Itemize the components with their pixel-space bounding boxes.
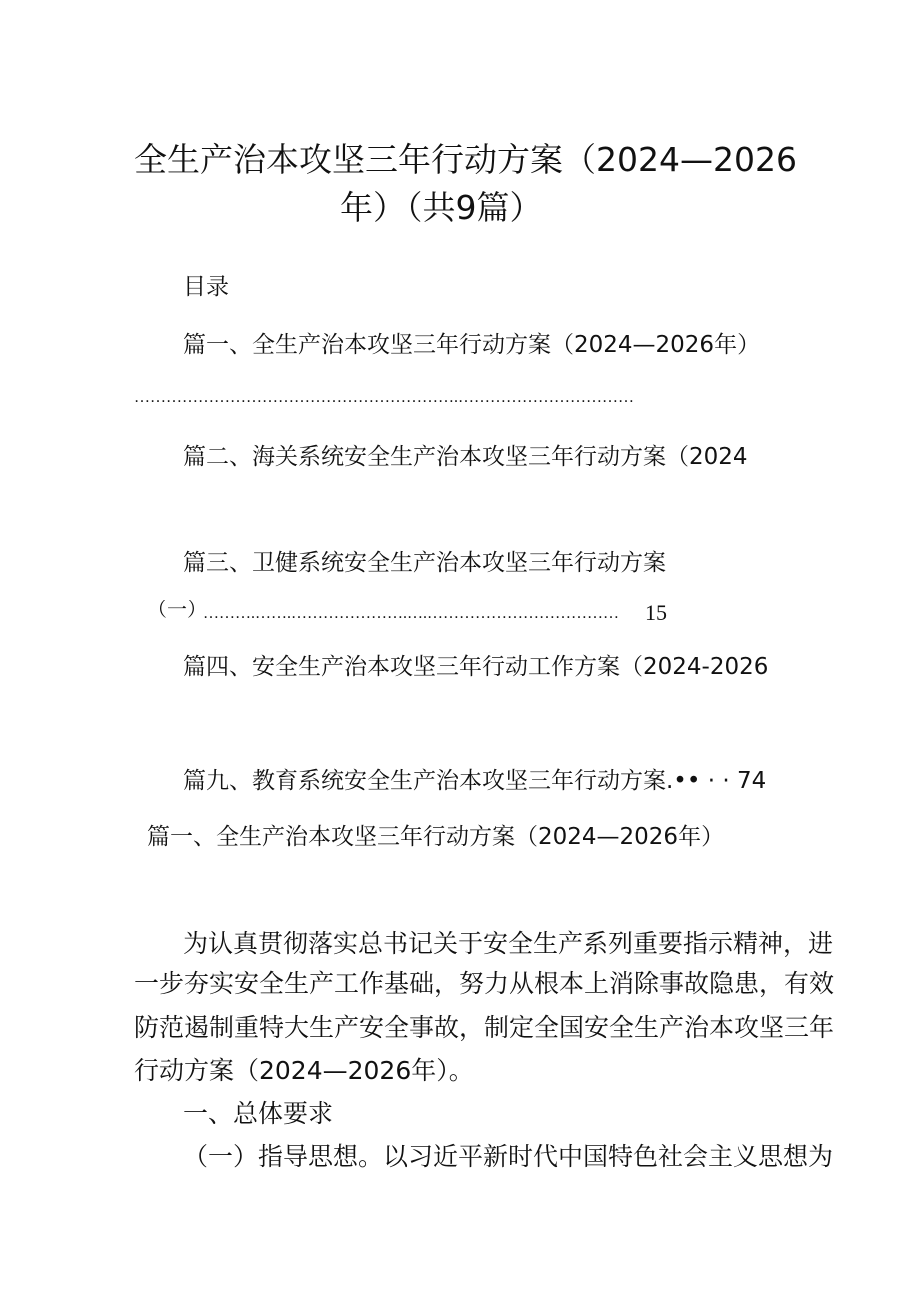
- paragraph-line-3: 防范遏制重特大生产安全事故，制定全国安全生产治本攻坚三年: [134, 1013, 835, 1042]
- toc-item-3-leader: ……….…….………………….….………………………………: [203, 605, 619, 622]
- section-heading: 篇一、全生产治本攻坚三年行动方案（2024—2026年）: [147, 824, 725, 850]
- toc-item-4[interactable]: 篇四、安全生产治本攻坚三年行动工作方案（2024-2026: [183, 654, 769, 680]
- paragraph-line-4: 行动方案（2024—2026年）。: [134, 1056, 474, 1085]
- toc-item-1[interactable]: 篇一、全生产治本攻坚三年行动方案（2024—2026年）: [183, 332, 761, 358]
- paragraph-line-1: 为认真贯彻落实总书记关于安全生产系列重要指示精神，进: [183, 929, 834, 958]
- document-title-line-2: 年）（共9篇）: [340, 188, 543, 227]
- paragraph-line-2: 一步夯实安全生产工作基础，努力从根本上消除事故隐患，有效: [134, 969, 835, 998]
- subheading: 一、总体要求: [183, 1099, 334, 1128]
- document-title-line-1: 全生产治本攻坚三年行动方案（2024—2026: [134, 140, 797, 179]
- item-line: （一）指导思想。以习近平新时代中国特色社会主义思想为: [183, 1142, 834, 1171]
- toc-item-2[interactable]: 篇二、海关系统安全生产治本攻坚三年行动方案（2024: [183, 444, 748, 470]
- toc-item-1-leader: …………………………………………………….……………………………: [134, 389, 634, 406]
- toc-item-3-prefix: （一）: [147, 600, 207, 620]
- toc-item-9[interactable]: 篇九、教育系统安全生产治本攻坚三年行动方案.•• · · 74: [183, 768, 767, 794]
- toc-heading: 目录: [183, 274, 229, 300]
- toc-item-3-page-number: 15: [645, 600, 667, 625]
- toc-item-3[interactable]: 篇三、卫健系统安全生产治本攻坚三年行动方案: [183, 550, 666, 576]
